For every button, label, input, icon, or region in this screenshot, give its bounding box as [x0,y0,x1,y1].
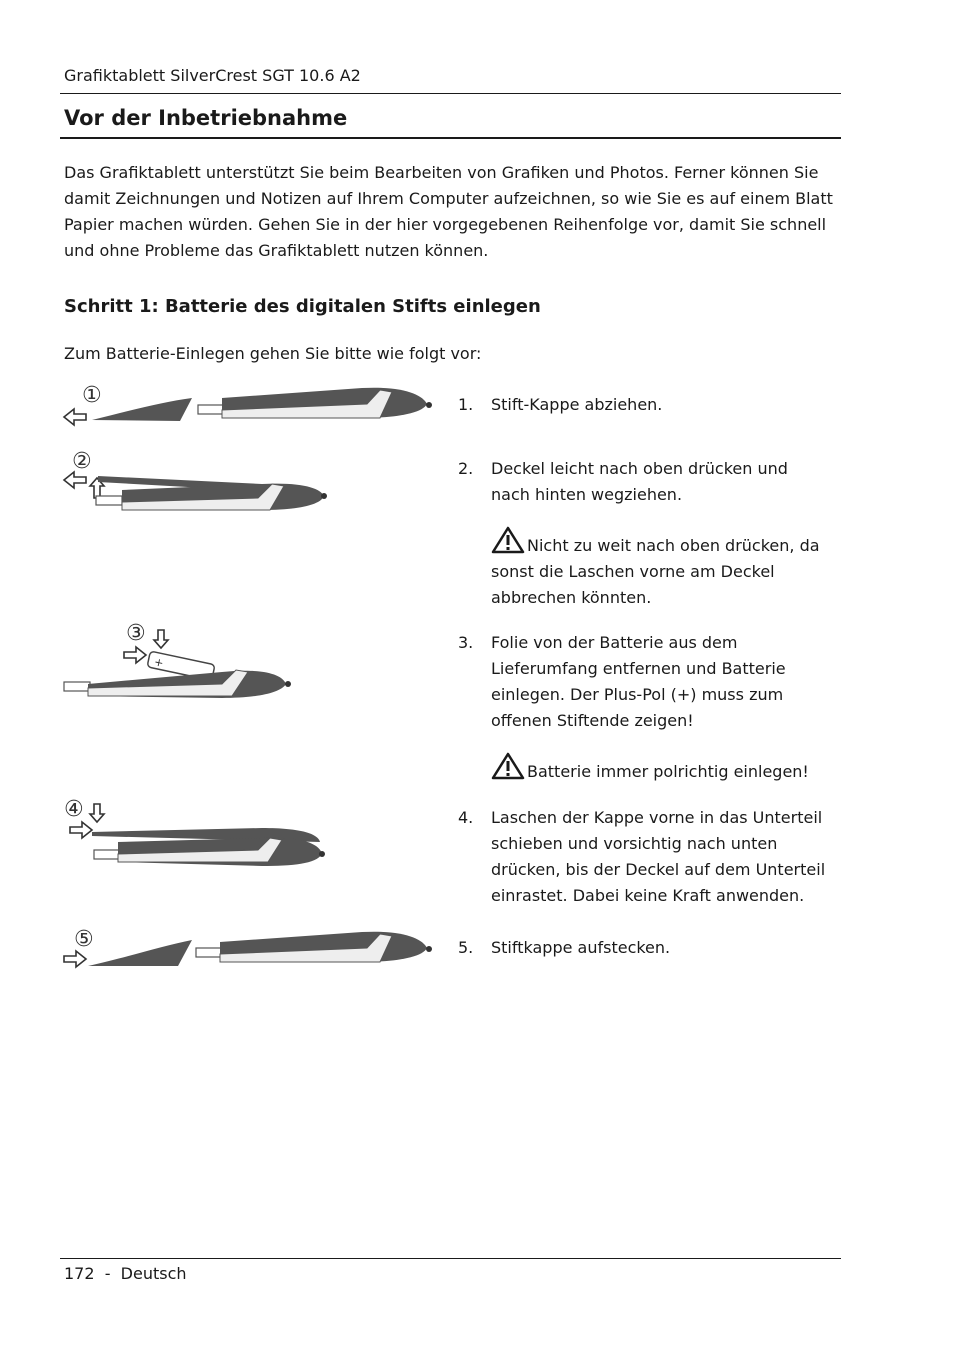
warning-text: Batterie immer polrichtig einlegen! [527,762,809,781]
pen-body-lid-lifted [96,476,327,510]
step-number: 1. [458,395,474,414]
pen-cap [88,940,192,966]
step-number: 3. [458,633,474,652]
illustration-step-5 [62,922,432,972]
illustration-step-4 [62,794,332,866]
right-arrow-icon [70,822,92,838]
warning-note-2 [491,752,841,785]
right-arrow-icon [124,647,146,663]
step-text: Deckel leicht nach oben drücken und nach hinten wegziehen. [491,459,788,504]
step-badge-2: ② [72,449,92,474]
warning-note-1 [491,526,841,611]
section-title: Vor der Inbetriebnahme [64,106,348,130]
step-text: Stift-Kappe abziehen. [491,395,663,414]
pen-body-open [198,388,432,418]
right-arrow-icon [64,951,86,967]
step-text: Folie von der Batterie aus dem Lieferumfang entfernen und Batterie einlegen. Der Plus-Pol (+) muss zum offenen Stiftende zeigen! [491,633,786,730]
step-item-2 [458,456,828,508]
step-badge-1: ① [82,383,102,408]
step-number: 2. [458,459,474,478]
warning-text: Nicht zu weit nach oben drücken, da sonst die Laschen vorne am Deckel abbrechen könnten. [491,536,820,607]
left-arrow-icon [64,409,86,425]
battery-plus-label: + [152,655,165,670]
step-lead-text: Zum Batterie-Einlegen gehen Sie bitte wie folgt vor: [64,344,482,363]
warning-triangle-icon [491,752,525,780]
down-arrow-icon [90,804,104,822]
illustration-step-3 [62,618,302,700]
pen-body-closing [92,828,325,866]
footer-rule [60,1258,841,1259]
section-title-rule [60,137,841,139]
step-text: Laschen der Kappe vorne in das Unterteil schieben und vorsichtig nach unten drücken, bis der Deckel auf dem Unterteil einrastet. Dabei keine Kraft anwenden. [491,808,826,905]
left-arrow-icon [64,472,86,488]
step-text: Stiftkappe aufstecken. [491,938,671,957]
warning-triangle-icon [491,526,525,554]
down-arrow-icon [154,630,168,648]
step-badge-4: ④ [64,797,84,822]
pen-cap [92,398,192,421]
intro-paragraph: Das Grafiktablett unterstützt Sie beim Bearbeiten von Grafiken und Photos. Ferner können Sie damit Zeichnungen und Notizen auf Ihrem Computer aufzeichnen, so wie Sie es auf einem Blatt Papier machen würden. Gehen Sie in der hier vorgegebenen Reihenfolge vor, damit Sie schnell und ohne Probleme das Grafiktablett nutzen können. [64,163,833,260]
step-number: 4. [458,808,474,827]
running-header: Grafiktablett SilverCrest SGT 10.6 A2 [64,66,361,85]
pen-base [64,670,291,698]
step-number: 5. [458,938,474,957]
step-heading: Schritt 1: Batterie des digitalen Stifts einlegen [64,296,541,317]
illustration-step-2 [62,446,362,518]
illustration-step-1 [62,378,432,428]
step-badge-5: ⑤ [74,927,94,952]
pen-body-assembled [196,932,432,962]
header-rule [60,93,841,94]
page-footer: 172 - Deutsch [64,1264,187,1283]
step-badge-3: ③ [126,621,146,646]
